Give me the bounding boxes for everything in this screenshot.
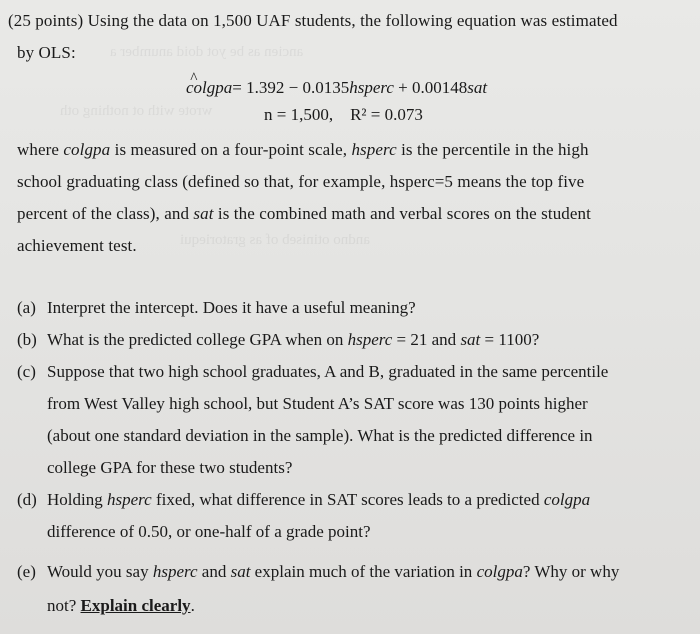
var-sat: sat — [230, 562, 251, 581]
question-text: Suppose that two high school graduates, A and B, graduated in the same percentile — [47, 362, 609, 381]
var-colgpa: colgpa — [63, 140, 111, 159]
description-line4: achievement test. — [17, 236, 137, 255]
question-text: Interpret the intercept. Does it have a useful meaning? — [47, 298, 416, 317]
question-e-line2 — [47, 596, 195, 616]
problem-header-line2: by OLS: — [17, 43, 76, 62]
var-sat: sat — [193, 204, 214, 223]
text-run: . — [190, 596, 195, 615]
var-hsperc: hsperc — [347, 330, 393, 349]
text-run: percent of the class), and — [17, 204, 194, 223]
text-run: is measured on a four-point scale, — [110, 140, 352, 159]
var-colgpa: colgpa — [543, 490, 591, 509]
description-line2: school graduating class (defined so that, for example, hsperc=5 means the top five — [17, 172, 585, 191]
description-line3 — [17, 204, 591, 224]
text-run: = 1100? — [480, 330, 540, 349]
bleed-through-text: andno otiniseb of as gratoriequi — [180, 232, 370, 248]
text-run: not? — [47, 596, 81, 615]
equation-lhs: ^ colgpa — [186, 78, 232, 98]
question-c-line3: (about one standard deviation in the sample). What is the predicted difference in — [47, 426, 593, 445]
equation-var2: sat — [467, 78, 488, 97]
var-colgpa: colgpa — [476, 562, 523, 581]
text-run: = 21 and — [392, 330, 461, 349]
var-sat: sat — [460, 330, 481, 349]
equation-rhs2: + 0.00148 — [393, 78, 468, 97]
question-label: (e) — [17, 562, 36, 581]
question-label: (a) — [17, 298, 36, 317]
text-run: ? Why or why — [522, 562, 620, 581]
question-label: (b) — [17, 330, 37, 349]
bleed-through-text: ancien as be yot doid anumber a — [110, 44, 304, 60]
var-hsperc: hsperc — [106, 490, 152, 509]
text-run: where — [17, 140, 64, 159]
regression-stats — [264, 105, 423, 125]
regression-equation — [186, 78, 487, 98]
stats-r2: R² = 0.073 — [350, 105, 423, 124]
question-e — [17, 562, 619, 582]
question-a — [17, 298, 416, 318]
var-hsperc: hsperc — [152, 562, 198, 581]
bleed-through-text: wrote with ot nothing oth — [60, 103, 213, 119]
stats-n: n = 1,500, — [264, 105, 334, 124]
problem-header-line1: (25 points) Using the data on 1,500 UAF students, the following equation was estimated — [8, 11, 618, 30]
question-c-line4: college GPA for these two students? — [47, 458, 293, 477]
question-c — [17, 362, 608, 382]
var-hsperc: hsperc — [351, 140, 397, 159]
explain-clearly-emphasis: Explain clearly — [80, 596, 191, 615]
text-run: What is the predicted college GPA when on — [47, 330, 348, 349]
question-d — [17, 490, 590, 510]
question-b — [17, 330, 539, 350]
text-run: Holding — [47, 490, 107, 509]
equation-rhs1: = 1.392 − 0.0135 — [232, 78, 350, 97]
text-run: is the percentile in the high — [396, 140, 589, 159]
text-run: Would you say — [47, 562, 153, 581]
question-c-line2: from West Valley high school, but Student A’s SAT score was 130 points higher — [47, 394, 588, 413]
question-label: (d) — [17, 490, 37, 509]
text-run: is the combined math and verbal scores on the student — [213, 204, 591, 223]
text-run: and — [197, 562, 231, 581]
description-line1 — [17, 140, 589, 160]
question-label: (c) — [17, 362, 36, 381]
text-run: fixed, what difference in SAT scores leads to a predicted — [151, 490, 544, 509]
equation-var1: hsperc — [349, 78, 394, 97]
text-run: explain much of the variation in — [250, 562, 477, 581]
question-d-line2: difference of 0.50, or one-half of a grade point? — [47, 522, 371, 541]
